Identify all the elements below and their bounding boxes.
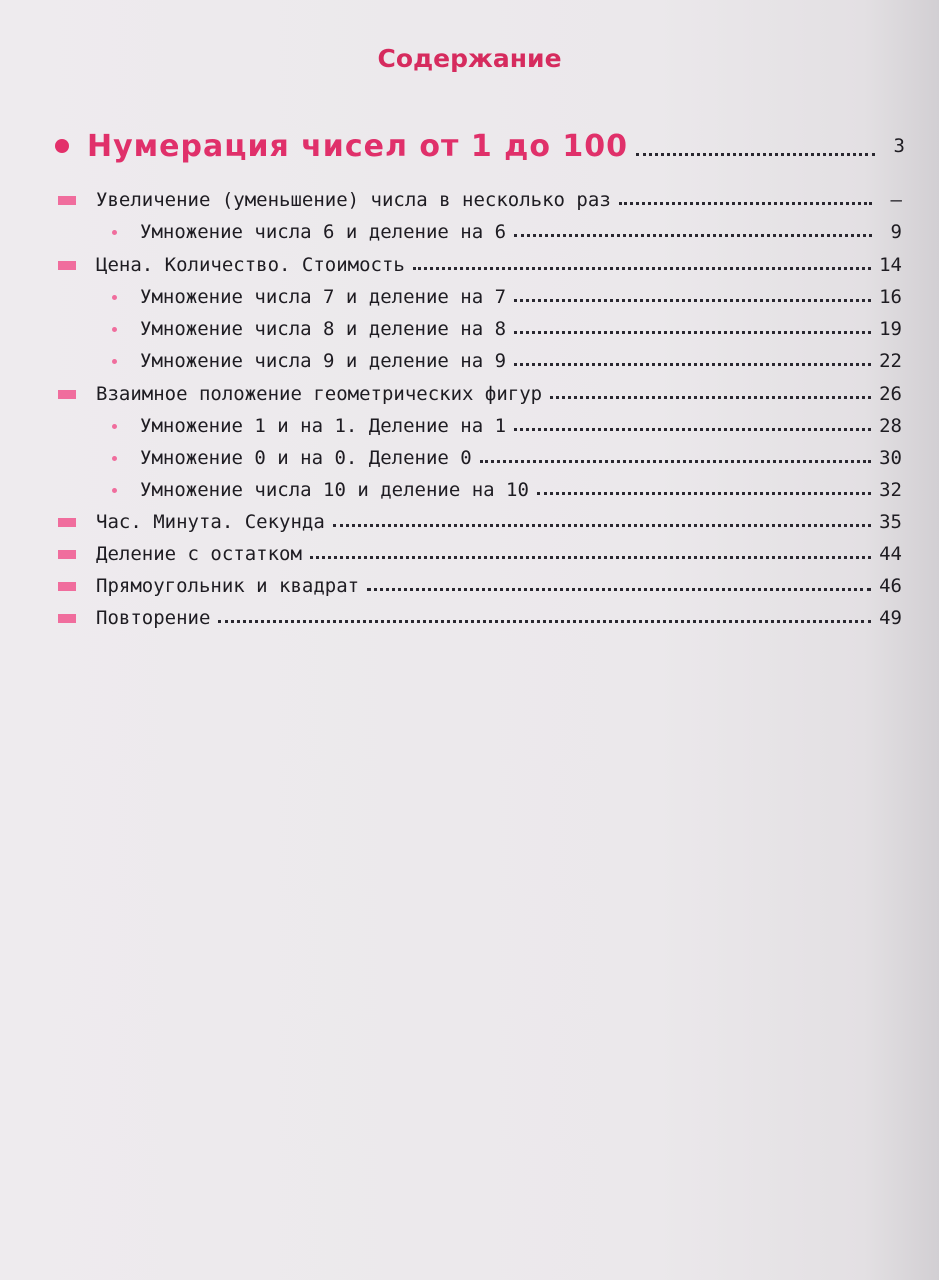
sub-bullet-icon: [112, 456, 117, 461]
entry-text: Взаимное положение геометрических фигур: [96, 383, 543, 405]
entry-text: Час. Минута. Секунда: [96, 511, 325, 533]
dot-leader: [480, 460, 871, 463]
entry-page: 9: [890, 221, 902, 243]
toc-entry-sub: [112, 218, 902, 246]
dot-leader: [514, 234, 872, 237]
section-bullet-icon: [58, 261, 76, 270]
section-bullet-icon: [58, 390, 76, 399]
entry-text: Умножение числа 7 и деление на 7: [140, 286, 507, 308]
entry-text: Умножение числа 9 и деление на 9: [140, 350, 507, 372]
section-bullet-icon: [58, 550, 76, 559]
section-bullet-icon: [58, 196, 76, 205]
sub-bullet-icon: [112, 230, 117, 235]
entry-text: Деление с остатком: [96, 543, 302, 565]
toc-entry-sub: [112, 444, 902, 472]
dot-leader: [636, 153, 875, 156]
dot-leader: [619, 202, 872, 205]
toc-entry-sub: [112, 476, 902, 504]
section-bullet-icon: [58, 614, 76, 623]
entry-text: Умножение числа 6 и деление на 6: [140, 221, 507, 243]
entry-text: Умножение 0 и на 0. Деление 0: [140, 447, 472, 469]
entry-page: 30: [879, 447, 902, 469]
main-topic-entry: [55, 126, 905, 166]
entry-text: Цена. Количество. Стоимость: [96, 254, 405, 276]
sub-bullet-icon: [112, 488, 117, 493]
toc-entry-section: [58, 540, 902, 568]
entry-page: 19: [879, 318, 902, 340]
dot-leader: [333, 524, 871, 527]
toc-entry-section: [58, 604, 902, 632]
entry-page: 26: [879, 383, 902, 405]
dot-leader: [537, 492, 871, 495]
section-bullet-icon: [58, 518, 76, 527]
sub-bullet-icon: [112, 359, 117, 364]
main-topic-text: Нумерация чисел от 1 до 100: [87, 128, 629, 164]
sub-bullet-icon: [112, 295, 117, 300]
main-bullet-icon: [55, 139, 69, 153]
entry-page: 46: [879, 575, 902, 597]
entry-page: 22: [879, 350, 902, 372]
entry-page: 32: [879, 479, 902, 501]
dot-leader: [218, 620, 871, 623]
toc-entry-section: [58, 251, 902, 279]
dot-leader: [514, 363, 871, 366]
entry-text: Умножение числа 10 и деление на 10: [140, 479, 529, 501]
toc-entry-sub: [112, 283, 902, 311]
entry-text: Увеличение (уменьшение) числа в несколько раз: [96, 189, 611, 211]
section-bullet-icon: [58, 582, 76, 591]
dot-leader: [413, 267, 871, 270]
dot-leader: [514, 428, 871, 431]
toc-entry-sub: [112, 315, 902, 343]
entry-page: 35: [879, 511, 902, 533]
toc-entry-section: [58, 508, 902, 536]
entry-page: 28: [879, 415, 902, 437]
toc-entry-sub: [112, 412, 902, 440]
dot-leader: [367, 588, 871, 591]
entry-text: Прямоугольник и квадрат: [96, 575, 360, 597]
entry-text: Умножение числа 8 и деление на 8: [140, 318, 507, 340]
toc-entry-section: [58, 186, 902, 214]
entry-page: 49: [879, 607, 902, 629]
dot-leader: [550, 396, 871, 399]
page-title: Содержание: [377, 44, 562, 73]
entry-page: 44: [879, 543, 902, 565]
entry-page: 16: [879, 286, 902, 308]
toc-entry-section: [58, 380, 902, 408]
toc-entry-sub: [112, 347, 902, 375]
dot-leader: [514, 331, 871, 334]
entry-page: —: [890, 189, 902, 211]
toc-entry-section: [58, 572, 902, 600]
entry-page: 14: [879, 254, 902, 276]
sub-bullet-icon: [112, 327, 117, 332]
main-topic-page: 3: [893, 135, 905, 157]
dot-leader: [514, 299, 871, 302]
entry-text: Повторение: [96, 607, 211, 629]
dot-leader: [310, 556, 871, 559]
entry-text: Умножение 1 и на 1. Деление на 1: [140, 415, 507, 437]
sub-bullet-icon: [112, 424, 117, 429]
